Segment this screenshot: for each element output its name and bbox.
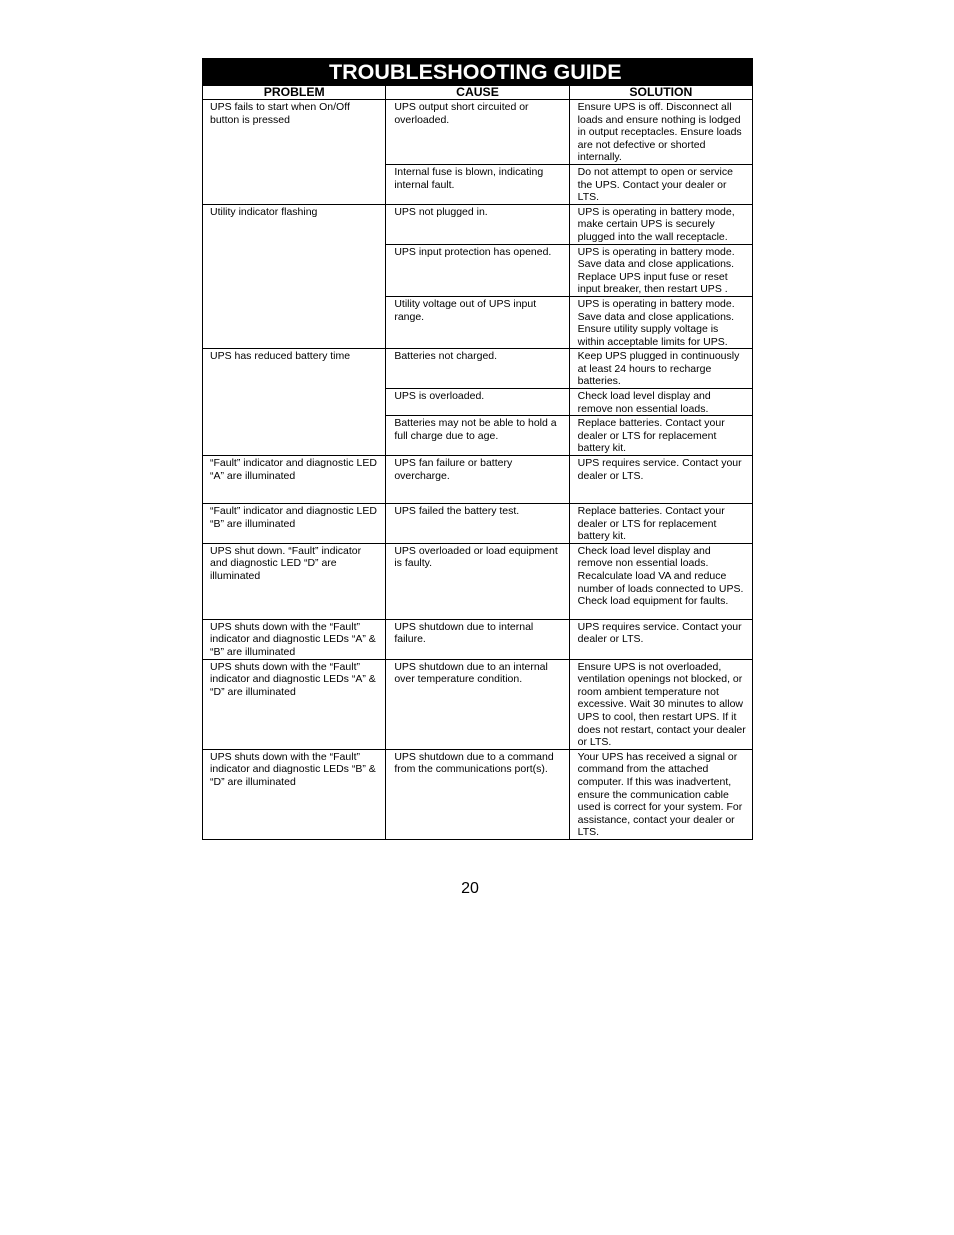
cause-cell: UPS shutdown due to internal failure. — [386, 619, 569, 659]
problem-cell: “Fault” indicator and diagnostic LED “A” are illuminated — [203, 456, 386, 504]
cause-cell: UPS failed the battery test. — [386, 504, 569, 544]
solution-cell: Replace batteries. Contact your dealer or LTS for replacement battery kit. — [569, 504, 752, 544]
solution-cell: Check load level display and remove non essential loads. Recalculate load VA and reduce number of loads connected to UPS. Check load equipment for faults. — [569, 543, 752, 619]
solution-cell: Ensure UPS is not overloaded, ventilation openings not blocked, or room ambient temperature not excessive. Wait 30 minutes to allow UPS to cool, then restart UPS. If it does not restart, contact your dealer or LTS. — [569, 659, 752, 749]
cause-cell: UPS output short circuited or overloaded. — [386, 100, 569, 165]
table-row — [203, 504, 753, 544]
page-number: 20 — [461, 880, 479, 897]
table-row — [203, 204, 753, 244]
cause-cell: UPS not plugged in. — [386, 204, 569, 244]
cause-cell: Batteries not charged. — [386, 349, 569, 389]
header-problem: PROBLEM — [203, 86, 386, 100]
table-row — [203, 456, 753, 504]
problem-cell: UPS shuts down with the “Fault” indicator and diagnostic LEDs “A” & “D” are illuminated — [203, 659, 386, 749]
cause-cell: UPS shutdown due to a command from the communications port(s). — [386, 749, 569, 839]
table-row — [203, 619, 753, 659]
table-row — [203, 543, 753, 619]
cause-cell: Batteries may not be able to hold a full charge due to age. — [386, 416, 569, 456]
solution-cell: UPS is operating in battery mode. Save data and close applications. Replace UPS input fuse or reset input breaker, then restart UPS . — [569, 244, 752, 296]
solution-cell: UPS is operating in battery mode, make certain UPS is securely plugged into the wall receptacle. — [569, 204, 752, 244]
troubleshooting-table — [202, 58, 753, 840]
cause-cell: UPS input protection has opened. — [386, 244, 569, 296]
table-row — [203, 749, 753, 839]
cause-cell: UPS overloaded or load equipment is faulty. — [386, 543, 569, 619]
problem-cell: “Fault” indicator and diagnostic LED “B” are illuminated — [203, 504, 386, 544]
cause-cell: UPS shutdown due to an internal over temperature condition. — [386, 659, 569, 749]
solution-cell: UPS requires service. Contact your dealer or LTS. — [569, 456, 752, 504]
cause-cell: Internal fuse is blown, indicating internal fault. — [386, 164, 569, 204]
header-cause: CAUSE — [386, 86, 569, 100]
solution-cell: Your UPS has received a signal or command from the attached computer. If this was inadvertent, ensure the communication cable used is correct for your system. For assistance, contact your dealer or LTS. — [569, 749, 752, 839]
solution-cell: UPS is operating in battery mode. Save data and close applications. Ensure utility supply voltage is within acceptable limits for UPS. — [569, 296, 752, 348]
solution-cell: Replace batteries. Contact your dealer or LTS for replacement battery kit. — [569, 416, 752, 456]
problem-cell: UPS shuts down with the “Fault” indicator and diagnostic LEDs “B” & “D” are illuminated — [203, 749, 386, 839]
problem-cell: UPS shuts down with the “Fault” indicator and diagnostic LEDs “A” & “B” are illuminated — [203, 619, 386, 659]
problem-cell: UPS fails to start when On/Off button is pressed — [203, 100, 386, 205]
cause-cell: Utility voltage out of UPS input range. — [386, 296, 569, 348]
solution-cell: Do not attempt to open or service the UPS. Contact your dealer or LTS. — [569, 164, 752, 204]
header-solution: SOLUTION — [569, 86, 752, 100]
table-title: TROUBLESHOOTING GUIDE — [203, 59, 753, 86]
cause-cell: UPS fan failure or battery overcharge. — [386, 456, 569, 504]
problem-cell: UPS has reduced battery time — [203, 349, 386, 456]
cause-cell: UPS is overloaded. — [386, 389, 569, 416]
solution-cell: Ensure UPS is off. Disconnect all loads and ensure nothing is lodged in output receptacles. Ensure loads are not defective or shorted internally. — [569, 100, 752, 165]
problem-cell: UPS shut down. “Fault” indicator and diagnostic LED “D” are illuminated — [203, 543, 386, 619]
table-row — [203, 659, 753, 749]
problem-cell: Utility indicator flashing — [203, 204, 386, 349]
solution-cell: UPS requires service. Contact your dealer or LTS. — [569, 619, 752, 659]
solution-cell: Keep UPS plugged in continuously at least 24 hours to recharge batteries. — [569, 349, 752, 389]
solution-cell: Check load level display and remove non essential loads. — [569, 389, 752, 416]
table-row — [203, 349, 753, 389]
table-row — [203, 100, 753, 165]
